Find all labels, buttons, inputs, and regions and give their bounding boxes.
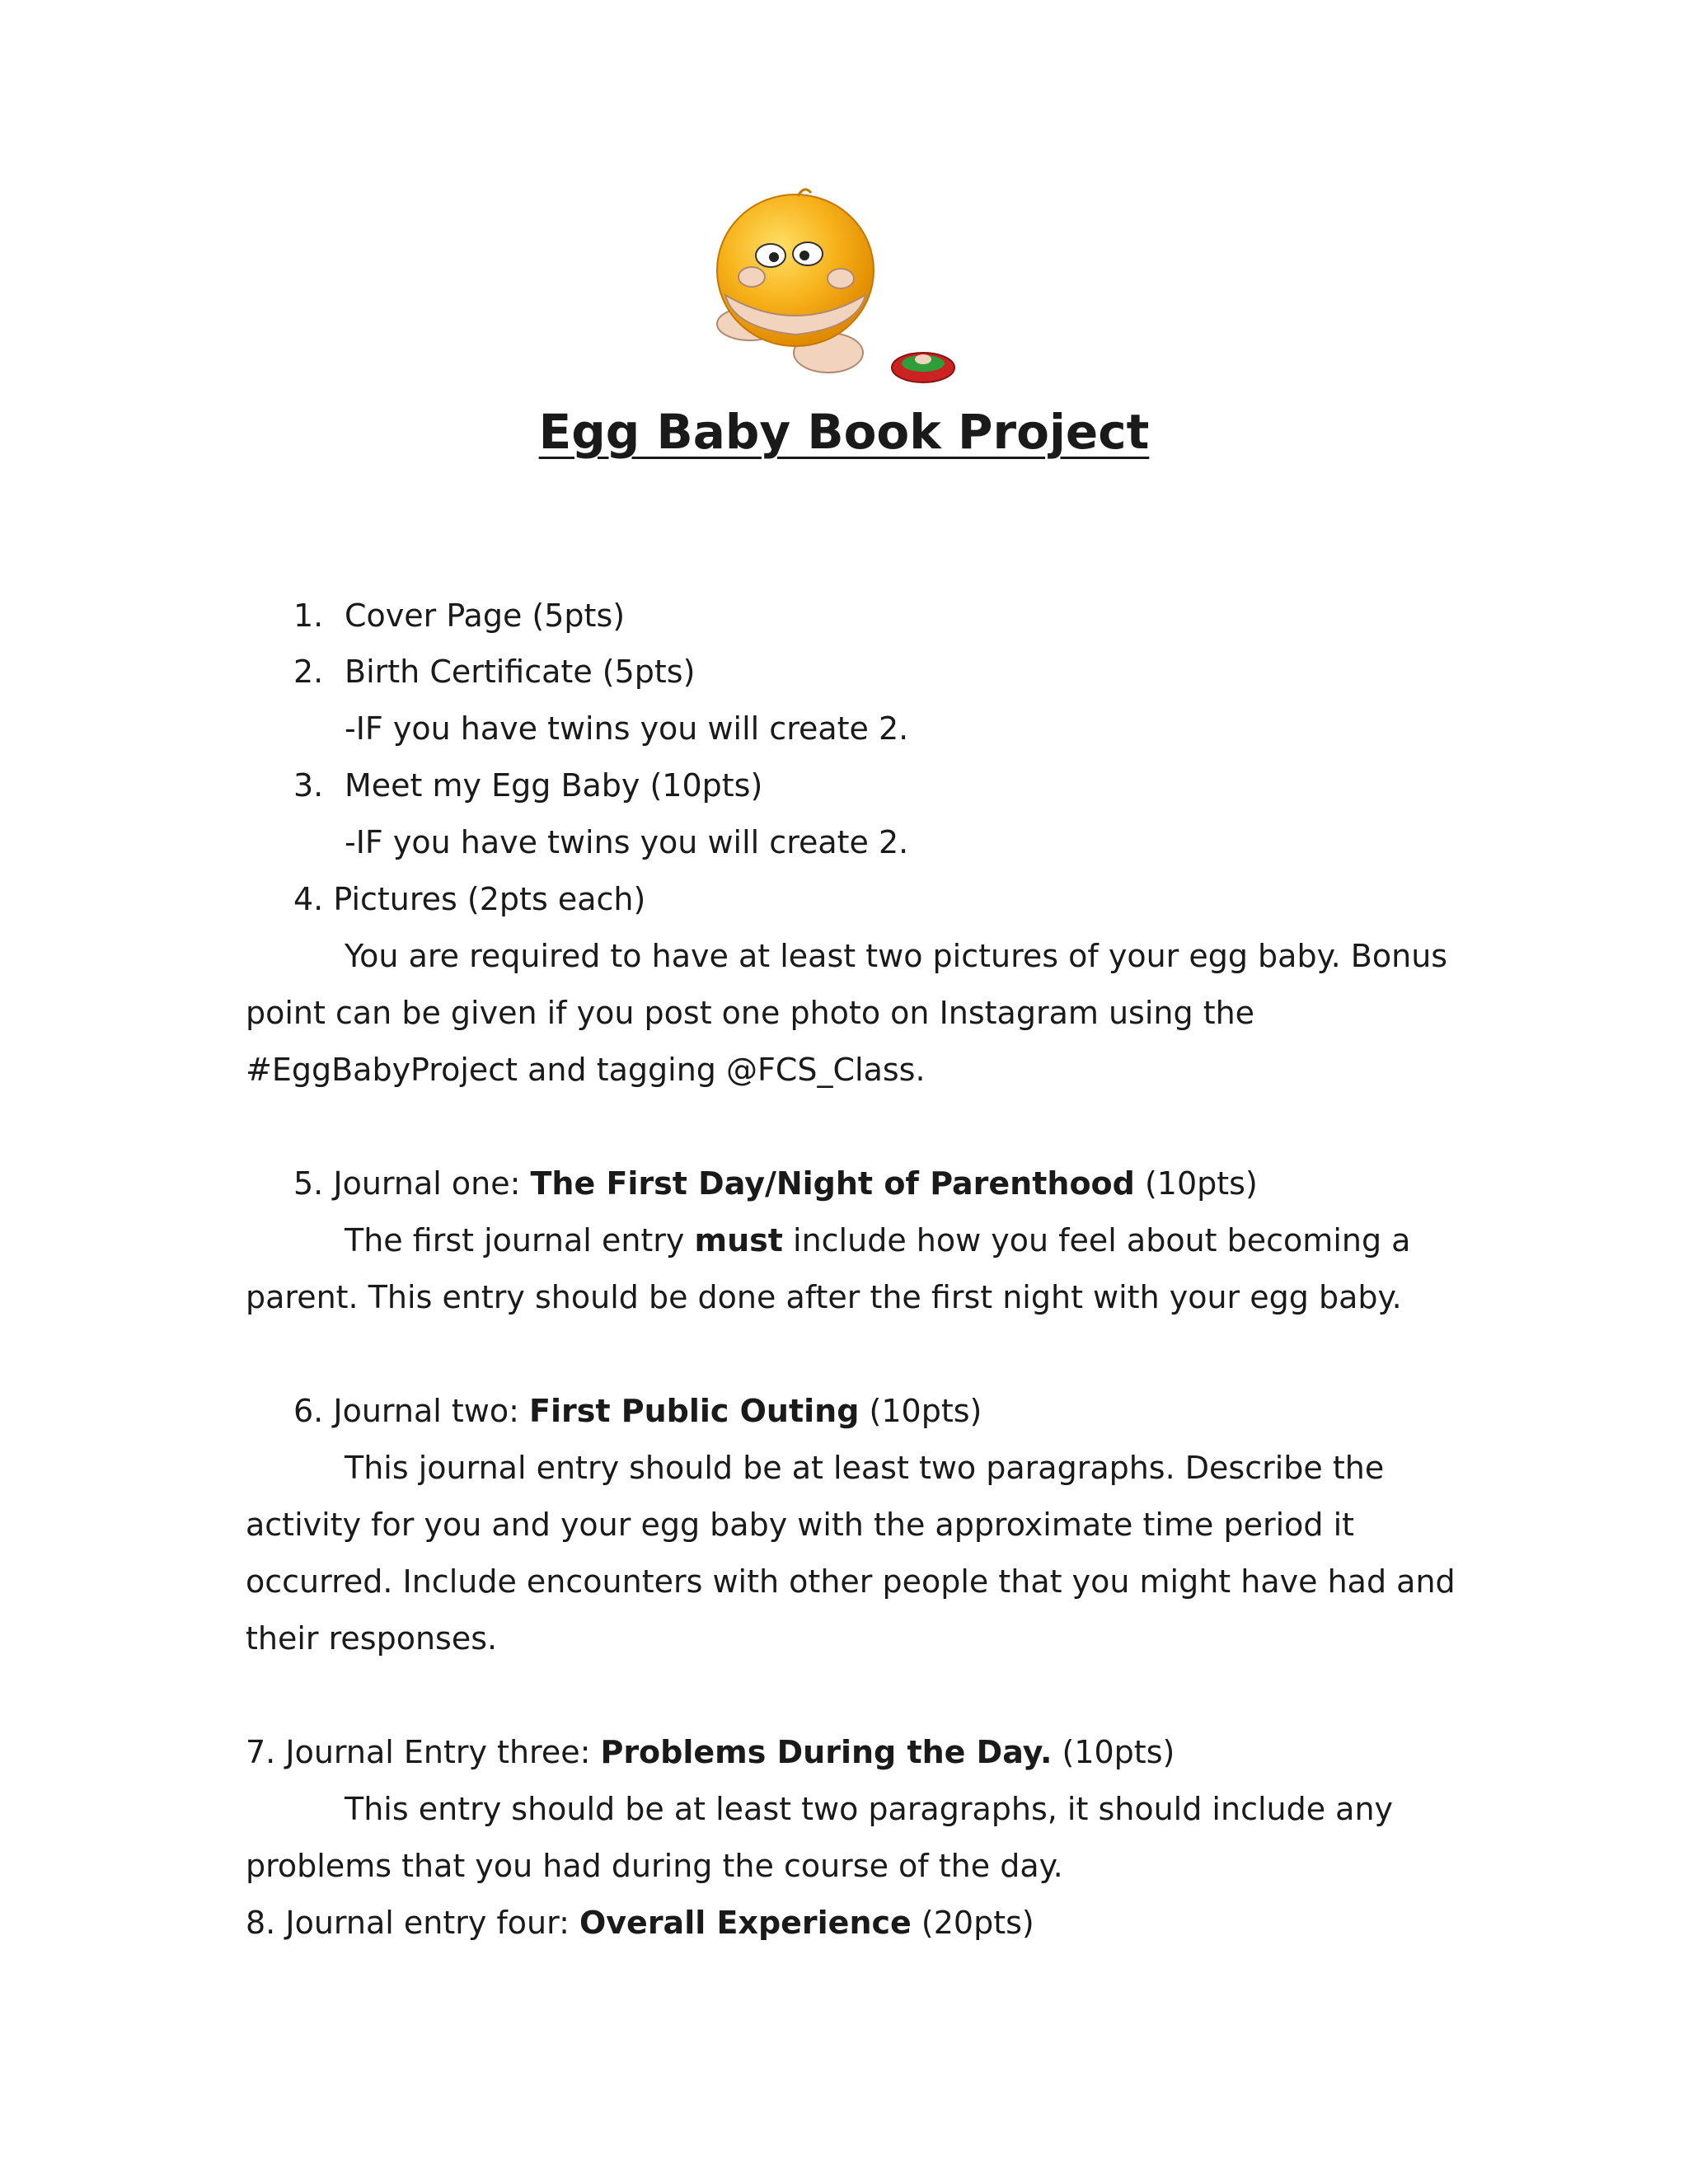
- list-item-cover-page: 1. Cover Page (5pts): [293, 598, 626, 634]
- twins-note: -IF you have twins you will create 2.: [345, 710, 909, 747]
- page-title: Egg Baby Book Project: [538, 404, 1150, 460]
- journal-two-description-line: This journal entry should be at least two paragraphs. Describe the: [345, 1450, 1385, 1486]
- list-item-journal-four: 8. Journal entry four: Overall Experience (20pts): [246, 1905, 1034, 1941]
- list-item-journal-two: 6. Journal two: First Public Outing (10pts): [293, 1393, 982, 1429]
- egg-baby-illustration: [692, 188, 989, 394]
- journal-three-description-line: problems that you had during the course of the day.: [246, 1848, 1063, 1884]
- twins-note: -IF you have twins you will create 2.: [345, 824, 909, 860]
- list-item-pictures: 4. Pictures (2pts each): [293, 881, 646, 917]
- pictures-description-line: #EggBabyProject and tagging @FCS_Class.: [246, 1052, 926, 1088]
- journal-two-description-line: occurred. Include encounters with other people that you might have had and: [246, 1563, 1456, 1600]
- list-item-birth-certificate: 2. Birth Certificate (5pts): [293, 654, 696, 690]
- list-item-meet-egg-baby: 3. Meet my Egg Baby (10pts): [293, 767, 763, 804]
- journal-two-description-line: their responses.: [246, 1620, 498, 1657]
- pictures-description-line: You are required to have at least two pictures of your egg baby. Bonus: [345, 938, 1448, 974]
- journal-one-description-line: The first journal entry must include how you feel about becoming a: [345, 1222, 1411, 1258]
- pictures-description-line: point can be given if you post one photo on Instagram using the: [246, 995, 1255, 1031]
- journal-three-description-line: This entry should be at least two paragraphs, it should include any: [345, 1791, 1394, 1827]
- journal-one-description-line: parent. This entry should be done after the first night with your egg baby.: [246, 1279, 1402, 1315]
- list-item-journal-three: 7. Journal Entry three: Problems During the Day. (10pts): [246, 1734, 1175, 1770]
- list-item-journal-one: 5. Journal one: The First Day/Night of Parenthood (10pts): [293, 1165, 1258, 1202]
- journal-two-description-line: activity for you and your egg baby with the approximate time period it: [246, 1507, 1355, 1543]
